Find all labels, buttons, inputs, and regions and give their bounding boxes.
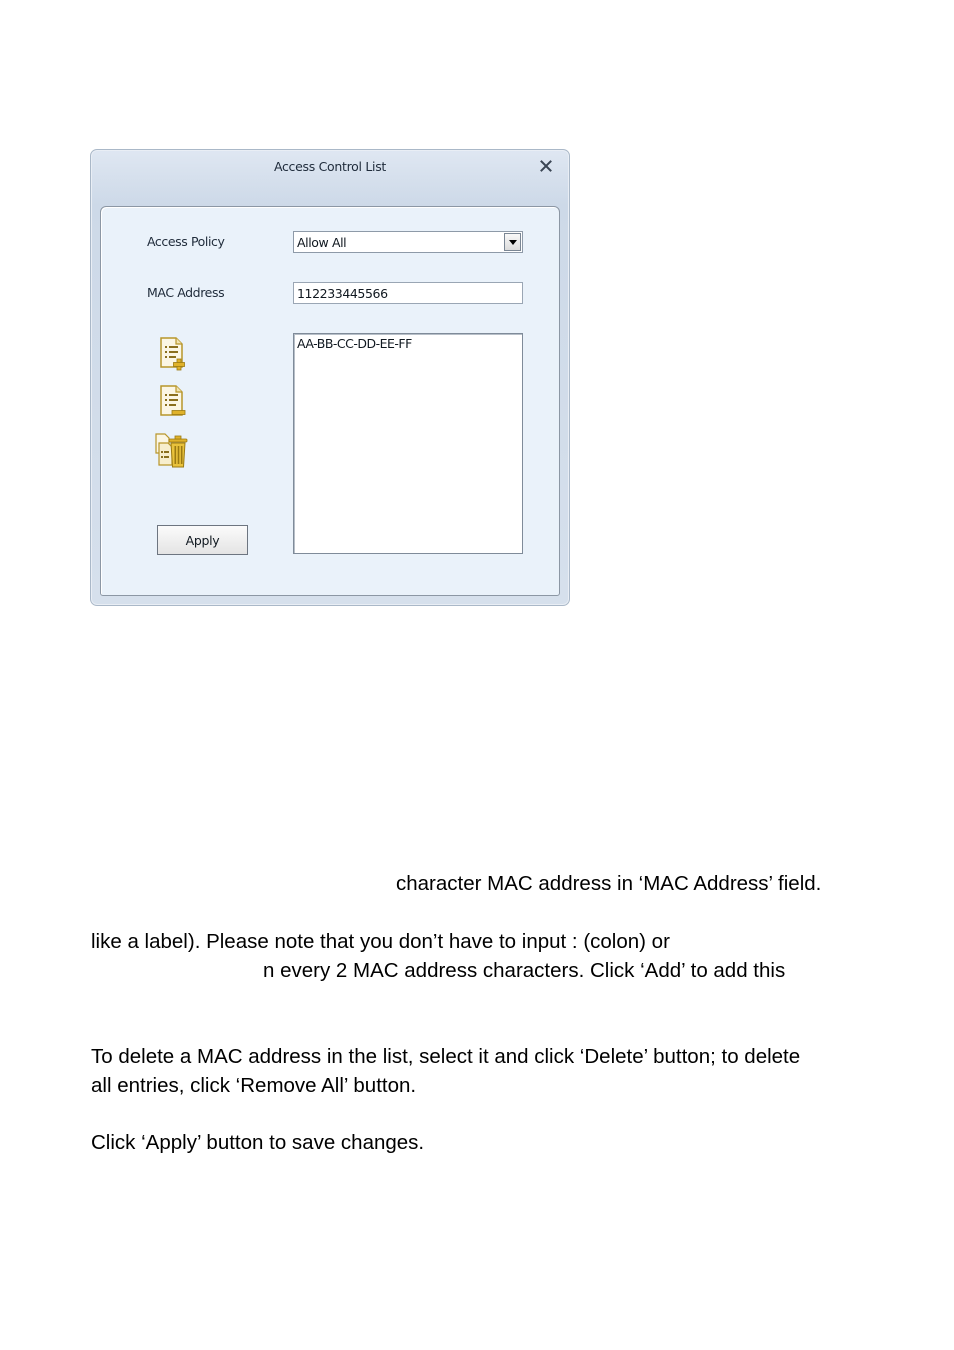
- instruction-text-line-4: To delete a MAC address in the list, select it and click ‘Delete’ button; to delete: [91, 1045, 801, 1068]
- mac-address-list[interactable]: [293, 333, 523, 554]
- add-button[interactable]: [151, 333, 191, 373]
- mac-address-label: MAC Address: [147, 285, 225, 300]
- remove-all-button[interactable]: [151, 431, 191, 471]
- close-icon: [540, 160, 552, 172]
- dialog-title: Access Control List: [273, 159, 387, 174]
- add-entry-icon: [151, 333, 191, 373]
- remove-all-icon: [151, 431, 191, 471]
- delete-entry-icon: [151, 381, 191, 421]
- list-item[interactable]: AA-BB-CC-DD-EE-FF: [297, 336, 412, 351]
- apply-button[interactable]: Apply: [157, 525, 248, 555]
- instruction-text-line-2: like a label). Please note that you don’t have to input : (colon) or: [91, 930, 670, 953]
- chevron-down-icon: [509, 240, 517, 245]
- mac-address-input[interactable]: [293, 282, 523, 304]
- access-policy-select[interactable]: [293, 231, 523, 253]
- instruction-text-line-3: n every 2 MAC address characters. Click ‘Add’ to add this: [263, 959, 786, 982]
- instruction-text-line-6: Click ‘Apply’ button to save changes.: [91, 1131, 425, 1154]
- access-policy-label: Access Policy: [147, 234, 225, 249]
- dialog-content: [100, 206, 560, 596]
- access-policy-value: Allow All: [297, 235, 347, 250]
- close-button[interactable]: [537, 157, 555, 175]
- instruction-text-line-1: character MAC address in ‘MAC Address’ field.: [396, 872, 822, 895]
- dropdown-button[interactable]: [504, 233, 521, 251]
- instruction-text-line-5: all entries, click ‘Remove All’ button.: [91, 1074, 417, 1097]
- access-control-dialog: [90, 149, 570, 606]
- delete-button[interactable]: [151, 381, 191, 421]
